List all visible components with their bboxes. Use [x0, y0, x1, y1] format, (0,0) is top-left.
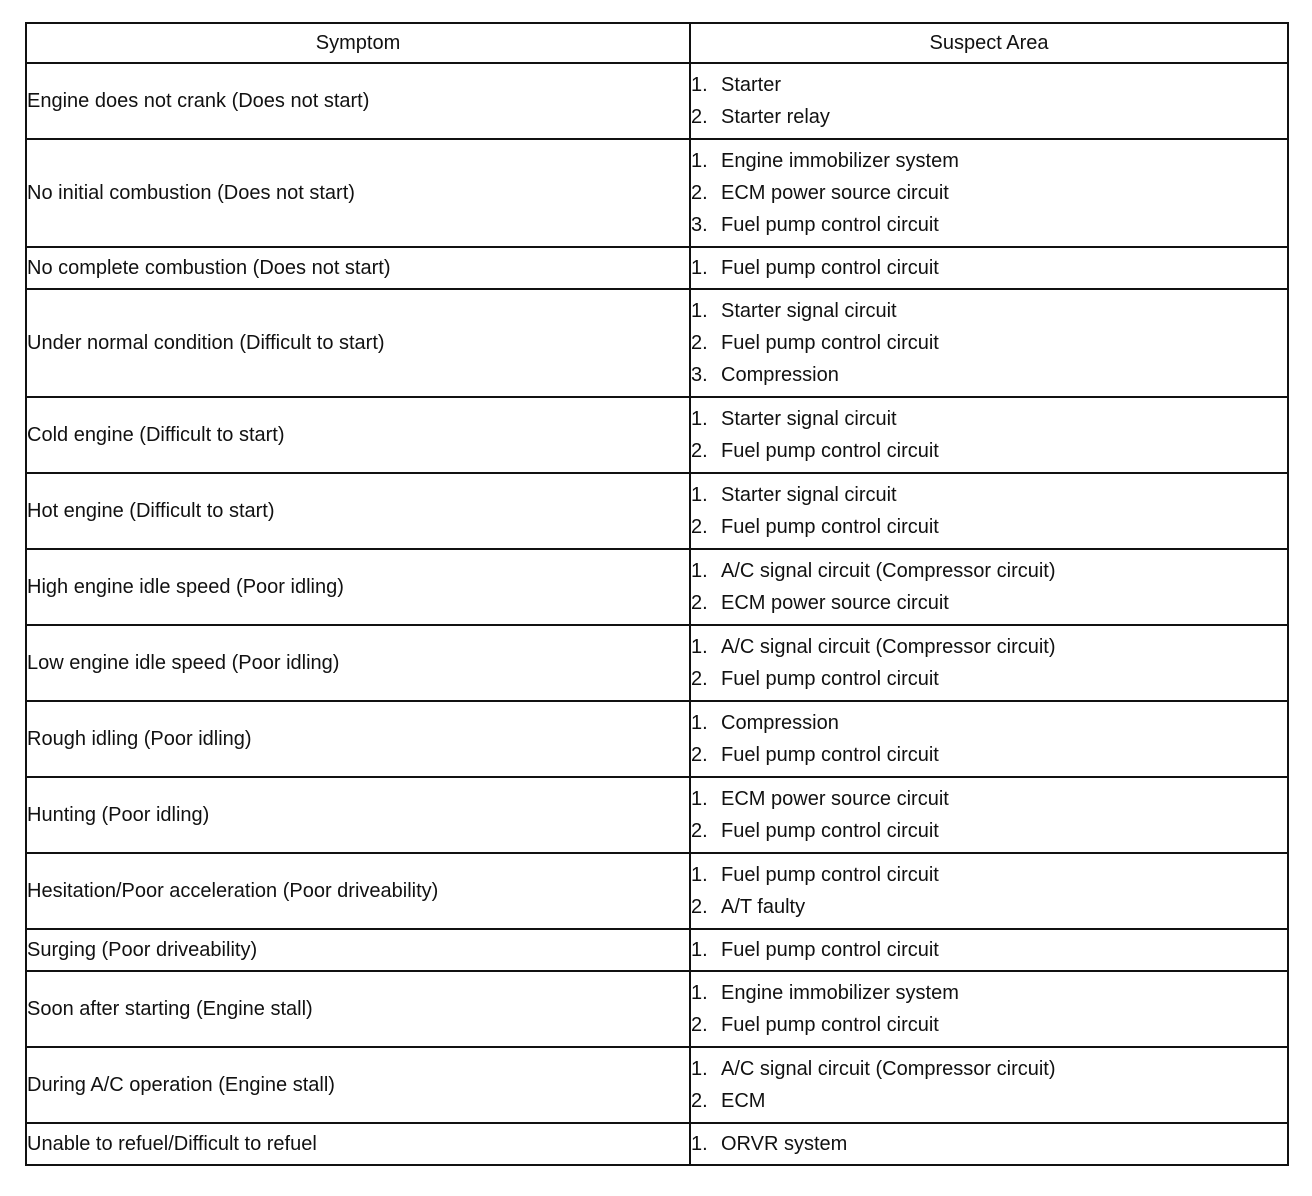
suspect-item	[691, 69, 1287, 101]
suspect-number: 2.	[691, 332, 708, 354]
symptom-cell: Hesitation/Poor acceleration (Poor driveability)	[26, 853, 690, 929]
symptom-cell: Soon after starting (Engine stall)	[26, 971, 690, 1047]
suspect-text: A/T faulty	[721, 896, 806, 918]
suspect-item	[691, 859, 1287, 891]
symptom-table	[25, 22, 1289, 1166]
suspect-number: 2.	[691, 1090, 708, 1112]
suspect-area-cell	[690, 63, 1288, 139]
suspect-number: 1.	[691, 300, 708, 322]
suspect-text: Fuel pump control circuit	[721, 820, 939, 842]
suspect-item	[691, 1128, 1287, 1160]
suspect-area-cell	[690, 247, 1288, 289]
suspect-area-cell	[690, 1047, 1288, 1123]
suspect-number: 2.	[691, 1014, 708, 1036]
suspect-area-cell	[690, 473, 1288, 549]
suspect-text: Fuel pump control circuit	[721, 668, 939, 690]
suspect-text: ECM power source circuit	[721, 592, 949, 614]
symptom-cell: During A/C operation (Engine stall)	[26, 1047, 690, 1123]
suspect-item	[691, 1009, 1287, 1041]
suspect-item	[691, 631, 1287, 663]
suspect-item	[691, 479, 1287, 511]
suspect-number: 2.	[691, 668, 708, 690]
header-symptom: Symptom	[26, 23, 690, 63]
symptom-cell: Surging (Poor driveability)	[26, 929, 690, 971]
suspect-number: 2.	[691, 106, 708, 128]
suspect-text: Fuel pump control circuit	[721, 257, 939, 279]
table-row	[26, 929, 1288, 971]
suspect-item	[691, 934, 1287, 966]
table-row	[26, 777, 1288, 853]
suspect-item	[691, 977, 1287, 1009]
suspect-text: Fuel pump control circuit	[721, 516, 939, 538]
suspect-text: Starter relay	[721, 106, 830, 128]
table-row	[26, 63, 1288, 139]
suspect-text: Fuel pump control circuit	[721, 214, 939, 236]
table-row	[26, 625, 1288, 701]
suspect-area-cell	[690, 625, 1288, 701]
suspect-number: 2.	[691, 182, 708, 204]
suspect-item	[691, 555, 1287, 587]
symptom-cell: Rough idling (Poor idling)	[26, 701, 690, 777]
suspect-item	[691, 252, 1287, 284]
suspect-text: ECM power source circuit	[721, 788, 949, 810]
suspect-area-cell	[690, 701, 1288, 777]
suspect-number: 1.	[691, 1058, 708, 1080]
suspect-text: Fuel pump control circuit	[721, 864, 939, 886]
suspect-number: 2.	[691, 820, 708, 842]
suspect-item	[691, 511, 1287, 543]
table-row	[26, 701, 1288, 777]
symptom-cell: Cold engine (Difficult to start)	[26, 397, 690, 473]
suspect-number: 1.	[691, 864, 708, 886]
suspect-number: 1.	[691, 484, 708, 506]
suspect-number: 2.	[691, 516, 708, 538]
suspect-area-cell	[690, 139, 1288, 247]
suspect-number: 1.	[691, 560, 708, 582]
suspect-number: 1.	[691, 74, 708, 96]
suspect-number: 2.	[691, 592, 708, 614]
suspect-number: 1.	[691, 1133, 708, 1155]
symptom-cell: Engine does not crank (Does not start)	[26, 63, 690, 139]
suspect-number: 1.	[691, 939, 708, 961]
suspect-text: Starter signal circuit	[721, 300, 897, 322]
suspect-text: Engine immobilizer system	[721, 150, 959, 172]
table-header-row	[26, 23, 1288, 63]
suspect-item	[691, 403, 1287, 435]
table-row	[26, 397, 1288, 473]
suspect-text: A/C signal circuit (Compressor circuit)	[721, 636, 1056, 658]
suspect-text: Engine immobilizer system	[721, 982, 959, 1004]
suspect-text: Fuel pump control circuit	[721, 939, 939, 961]
table-row	[26, 473, 1288, 549]
suspect-item	[691, 145, 1287, 177]
symptom-cell: Hot engine (Difficult to start)	[26, 473, 690, 549]
suspect-text: Starter signal circuit	[721, 408, 897, 430]
symptom-cell: No initial combustion (Does not start)	[26, 139, 690, 247]
suspect-text: A/C signal circuit (Compressor circuit)	[721, 560, 1056, 582]
suspect-text: Compression	[721, 712, 839, 734]
suspect-item	[691, 707, 1287, 739]
suspect-item	[691, 783, 1287, 815]
table-row	[26, 1047, 1288, 1123]
suspect-number: 2.	[691, 440, 708, 462]
suspect-number: 1.	[691, 408, 708, 430]
table-row	[26, 1123, 1288, 1165]
document-page	[25, 22, 1287, 1166]
table-row	[26, 549, 1288, 625]
suspect-number: 2.	[691, 896, 708, 918]
suspect-area-cell	[690, 397, 1288, 473]
symptom-cell: Under normal condition (Difficult to start)	[26, 289, 690, 397]
suspect-item	[691, 359, 1287, 391]
suspect-item	[691, 295, 1287, 327]
suspect-item	[691, 1085, 1287, 1117]
suspect-item	[691, 891, 1287, 923]
suspect-text: Fuel pump control circuit	[721, 1014, 939, 1036]
suspect-area-cell	[690, 971, 1288, 1047]
suspect-number: 1.	[691, 982, 708, 1004]
symptom-cell: High engine idle speed (Poor idling)	[26, 549, 690, 625]
suspect-area-cell	[690, 289, 1288, 397]
suspect-text: Starter signal circuit	[721, 484, 897, 506]
suspect-area-cell	[690, 929, 1288, 971]
suspect-text: ECM power source circuit	[721, 182, 949, 204]
suspect-area-cell	[690, 549, 1288, 625]
symptom-cell: Low engine idle speed (Poor idling)	[26, 625, 690, 701]
suspect-number: 1.	[691, 257, 708, 279]
suspect-item	[691, 177, 1287, 209]
suspect-number: 2.	[691, 744, 708, 766]
suspect-text: Fuel pump control circuit	[721, 744, 939, 766]
suspect-item	[691, 435, 1287, 467]
suspect-item	[691, 663, 1287, 695]
suspect-item	[691, 815, 1287, 847]
symptom-cell: Unable to refuel/Difficult to refuel	[26, 1123, 690, 1165]
suspect-item	[691, 739, 1287, 771]
header-suspect-area: Suspect Area	[690, 23, 1288, 63]
table-row	[26, 289, 1288, 397]
suspect-item	[691, 209, 1287, 241]
suspect-text: Fuel pump control circuit	[721, 332, 939, 354]
suspect-text: A/C signal circuit (Compressor circuit)	[721, 1058, 1056, 1080]
suspect-item	[691, 1053, 1287, 1085]
suspect-number: 3.	[691, 214, 708, 236]
suspect-number: 1.	[691, 636, 708, 658]
table-row	[26, 247, 1288, 289]
suspect-text: ECM	[721, 1090, 766, 1112]
suspect-number: 1.	[691, 150, 708, 172]
suspect-text: Fuel pump control circuit	[721, 440, 939, 462]
suspect-area-cell	[690, 777, 1288, 853]
symptom-cell: No complete combustion (Does not start)	[26, 247, 690, 289]
suspect-item	[691, 587, 1287, 619]
table-row	[26, 139, 1288, 247]
symptom-cell: Hunting (Poor idling)	[26, 777, 690, 853]
suspect-item	[691, 327, 1287, 359]
table-row	[26, 971, 1288, 1047]
suspect-item	[691, 101, 1287, 133]
suspect-number: 3.	[691, 364, 708, 386]
suspect-area-cell	[690, 1123, 1288, 1165]
suspect-text: Starter	[721, 74, 782, 96]
suspect-area-cell	[690, 853, 1288, 929]
suspect-number: 1.	[691, 712, 708, 734]
suspect-text: ORVR system	[721, 1133, 848, 1155]
suspect-number: 1.	[691, 788, 708, 810]
table-row	[26, 853, 1288, 929]
suspect-text: Compression	[721, 364, 839, 386]
